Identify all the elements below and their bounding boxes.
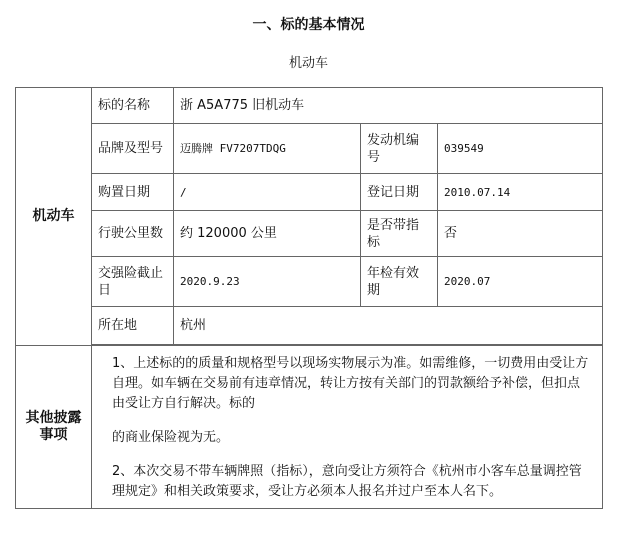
register-value: 2010.07.14 [438,174,603,211]
mileage-label: 行驶公里数 [92,211,174,257]
table-row [16,88,603,124]
engine-label: 发动机编号 [361,124,438,174]
insurance-value: 2020.9.23 [174,257,361,307]
table-row [16,257,603,307]
category-subtitle: 机动车 [288,56,328,71]
disclosure-paragraph-2: 的商业保险视为无。 [112,430,230,445]
insurance-label: 交强险截止日 [92,257,174,307]
location-value: 杭州 [174,307,603,345]
disclosure-section-label: 其他披露事项 [16,346,92,509]
purchase-label: 购置日期 [92,174,174,211]
table-row [16,174,603,211]
name-label: 标的名称 [92,88,174,124]
indicator-value: 否 [438,211,603,257]
table-row [16,124,603,174]
table-row [16,307,603,345]
inspection-value: 2020.07 [438,257,603,307]
disclosure-paragraph-1: 1、上述标的的质量和规格型号以现场实物展示为准。如需维修，一切费用由受让方自理。如车辆在交易前有违章情况，转让方按有关部门的罚款额给予补偿，但扣点由受让方自行解决。标的 [112,356,589,411]
location-label: 所在地 [92,307,174,345]
vehicle-section-label: 机动车 [16,88,92,346]
table-row [16,346,603,509]
indicator-label: 是否带指标 [361,211,438,257]
brand-value: 迈腾牌 FV7207TDQG [174,124,361,174]
purchase-value: / [174,174,361,211]
register-label: 登记日期 [361,174,438,211]
table-row [16,211,603,257]
inspection-label: 年检有效期 [361,257,438,307]
section-heading: 一、标的基本情况 [252,17,365,33]
brand-label: 品牌及型号 [92,124,174,174]
vehicle-info-table [15,87,603,509]
name-value: 浙 A5A775 旧机动车 [174,88,603,124]
engine-value: 039549 [438,124,603,174]
disclosure-paragraph-3: 2、本次交易不带车辆牌照（指标），意向受让方须符合《杭州市小客车总量调控管理规定》和相关政策要求，受让方必须本人报名并过户至本人名下。 [112,464,582,499]
disclosure-notes [92,346,603,509]
mileage-value: 约 120000 公里 [174,211,361,257]
